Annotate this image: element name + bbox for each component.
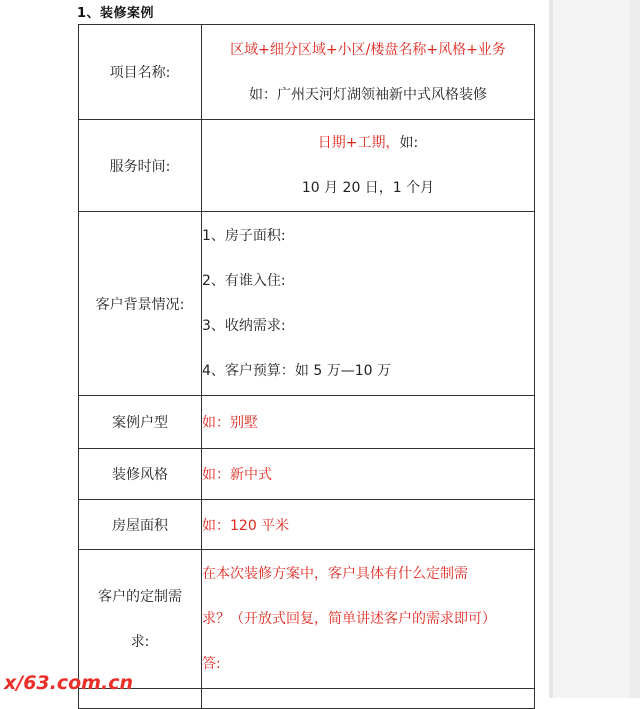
label-area: 房屋面积 <box>79 500 202 550</box>
label-project-name: 项目名称: <box>79 25 202 120</box>
label-background: 客户背景情况: <box>79 212 202 396</box>
value-service-time <box>202 120 535 212</box>
table-row-style <box>79 449 535 500</box>
value-project-name <box>202 25 535 120</box>
background-item: 1、房子面积: <box>202 228 286 244</box>
table-row-custom-needs <box>79 550 535 689</box>
table-row-layout <box>79 396 535 449</box>
project-name-template: 区域+细分区域+小区/楼盘名称+风格+业务 <box>230 41 506 58</box>
value-area: 如：120 平米 <box>202 500 535 550</box>
table-row-service-time <box>79 120 535 212</box>
project-name-example: 如：广州天河灯湖领袖新中式风格装修 <box>249 86 487 103</box>
background-item: 4、客户预算：如 5 万—10 万 <box>202 363 391 379</box>
custom-needs-question: 求？（开放式回复，简单讲述客户的需求即可） <box>202 611 496 627</box>
table-row-area <box>79 500 535 550</box>
value-layout: 如：别墅 <box>202 396 535 449</box>
value-style: 如：新中式 <box>202 449 535 500</box>
service-time-example: 10 月 20 日，1 个月 <box>301 180 435 196</box>
label-layout: 案例户型 <box>79 396 202 449</box>
background-item: 2、有谁入住: <box>202 273 286 289</box>
page-margin <box>0 0 80 698</box>
table-row-next <box>79 689 535 709</box>
service-time-template-red: 日期+工期， <box>317 135 400 151</box>
case-table <box>78 24 535 709</box>
value-next <box>202 689 535 709</box>
service-time-template <box>202 131 534 155</box>
site-watermark <box>4 672 133 694</box>
section-heading: 1、装修案例 <box>77 6 155 21</box>
label-custom-needs <box>79 550 202 689</box>
document-gutter <box>553 0 640 698</box>
custom-needs-label-line: 客户的定制需 <box>98 588 182 605</box>
table-row-background <box>79 212 535 396</box>
scrollbar-track[interactable] <box>630 0 640 698</box>
label-style: 装修风格 <box>79 449 202 500</box>
watermark-prefix: x/63 <box>4 672 50 694</box>
custom-needs-label-line: 求: <box>130 633 150 650</box>
label-service-time: 服务时间: <box>79 120 202 212</box>
value-custom-needs <box>202 550 535 689</box>
table-row-project-name <box>79 25 535 120</box>
custom-needs-answer: 答: <box>202 656 221 672</box>
service-time-template-black: 如: <box>399 135 419 151</box>
background-item: 3、收纳需求: <box>202 318 286 334</box>
watermark-suffix: .com.cn <box>49 672 133 694</box>
custom-needs-question: 在本次装修方案中，客户具体有什么定制需 <box>202 566 468 582</box>
value-background <box>202 212 535 396</box>
